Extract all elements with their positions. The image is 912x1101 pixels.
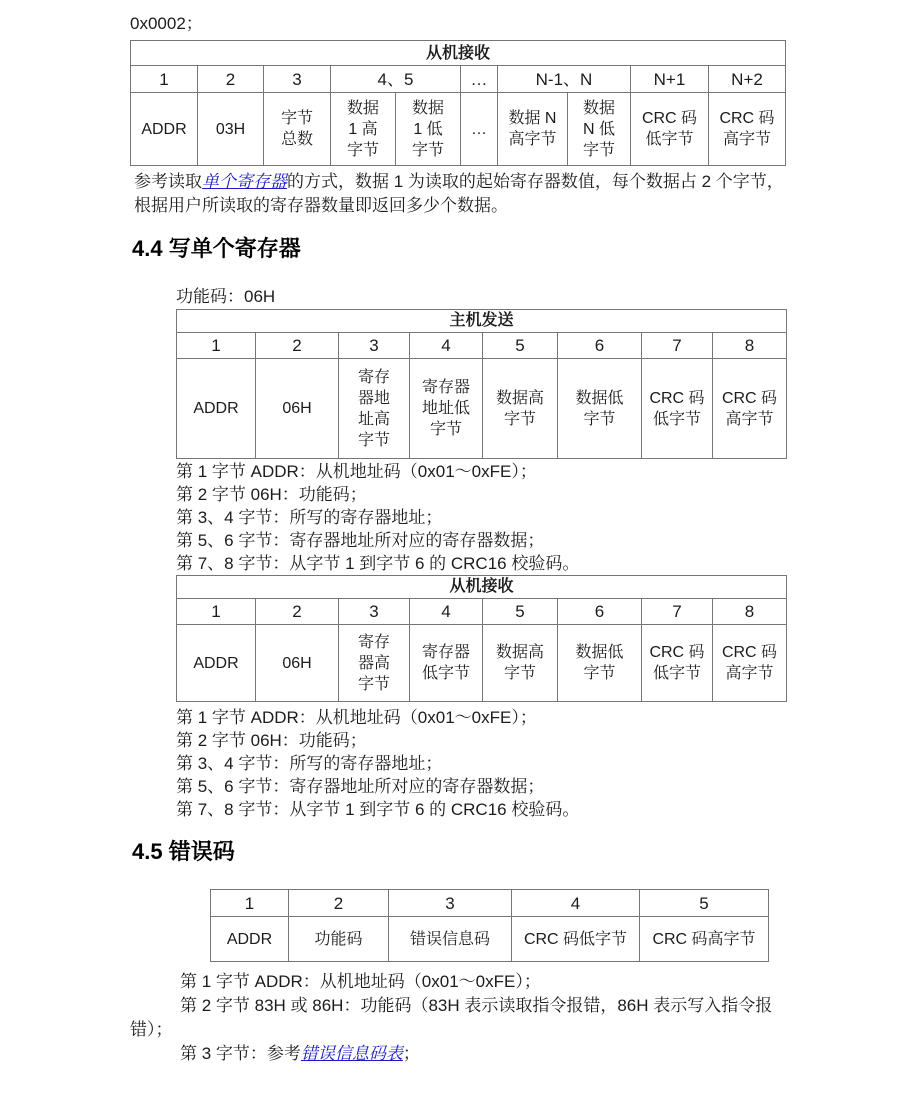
byte-note-line: 第 2 字节 06H：功能码；: [176, 731, 367, 750]
byte-note-line: 第 3、4 字节：所写的寄存器地址；: [176, 508, 443, 527]
slave-receive-write-table: [176, 575, 787, 702]
col-number: 4: [410, 599, 483, 625]
col-number: N+2: [709, 66, 786, 93]
table-cell: 数据高 字节: [483, 359, 558, 459]
col-number: 7: [642, 333, 713, 359]
col-number: …: [461, 66, 498, 93]
table-cell: …: [461, 93, 498, 166]
table-cell: 寄存器 低字节: [410, 625, 483, 702]
slave-receive-read-table: [130, 40, 786, 166]
col-number: 8: [713, 599, 787, 625]
table-title: 从机接收: [177, 576, 787, 599]
error-info-code-table-link[interactable]: 错误信息码表: [300, 1044, 403, 1063]
col-number: 3: [339, 599, 410, 625]
col-number: 5: [640, 890, 769, 917]
table-cell: CRC 码 高字节: [709, 93, 786, 166]
table-cell: 数据高 字节: [483, 625, 558, 702]
table-cell: 数据 1 低 字节: [396, 93, 461, 166]
table-cell: ADDR: [131, 93, 198, 166]
byte-note-line: 第 5、6 字节：寄存器地址所对应的寄存器数据；: [176, 531, 545, 550]
table-cell: CRC 码 低字节: [642, 625, 713, 702]
table-cell: CRC 码低字节: [512, 917, 640, 962]
byte-note-line: [130, 1042, 786, 1066]
table-cell: 功能码: [289, 917, 389, 962]
col-number: 5: [483, 599, 558, 625]
host-send-byte-notes: [176, 460, 786, 575]
table-cell: 数据 N 低 字节: [568, 93, 631, 166]
table-cell: CRC 码 低字节: [642, 359, 713, 459]
col-number: 8: [713, 333, 787, 359]
byte-note-text: ；: [402, 1044, 420, 1063]
table-title: 主机发送: [177, 310, 787, 333]
host-send-table: [176, 309, 787, 459]
table-cell: 寄存器 地址低 字节: [410, 359, 483, 459]
table-cell: ADDR: [211, 917, 289, 962]
table-cell: 字节 总数: [264, 93, 331, 166]
table-cell: 数据 1 高 字节: [331, 93, 396, 166]
col-number: 5: [483, 333, 558, 359]
col-number: 1: [177, 333, 256, 359]
table-cell: 错误信息码: [389, 917, 512, 962]
table-cell: ADDR: [177, 625, 256, 702]
byte-note-line: 第 1 字节 ADDR：从机地址码（0x01～0xFE）；: [176, 708, 537, 727]
table-cell: CRC 码 低字节: [631, 93, 709, 166]
byte-note-line: 第 7、8 字节：从字节 1 到字节 6 的 CRC16 校验码。: [176, 800, 580, 819]
col-number: 4、5: [331, 66, 461, 93]
read-reference-paragraph: [134, 170, 789, 218]
table-cell: 数据 N 高字节: [498, 93, 568, 166]
byte-note-line: 第 3、4 字节：所写的寄存器地址；: [176, 754, 443, 773]
col-number: 1: [131, 66, 198, 93]
col-number: N-1、N: [498, 66, 631, 93]
col-number: 7: [642, 599, 713, 625]
slave-receive-byte-notes: [176, 706, 786, 821]
col-number: 4: [410, 333, 483, 359]
table-cell: CRC 码 高字节: [713, 359, 787, 459]
byte-note-text: 第 3 字节：参考: [180, 1044, 301, 1063]
col-number: 1: [177, 599, 256, 625]
table-title: 从机接收: [131, 41, 786, 66]
col-number: 2: [256, 333, 339, 359]
table-cell: 03H: [198, 93, 264, 166]
byte-note-line: 第 1 字节 ADDR：从机地址码（0x01～0xFE）；: [180, 972, 541, 991]
col-number: 6: [558, 599, 642, 625]
single-register-link[interactable]: 单个寄存器: [202, 172, 287, 191]
error-code-table: [210, 889, 769, 962]
byte-note-line: 第 2 字节 06H：功能码；: [176, 485, 367, 504]
paragraph-text: 的方式，数据 1 为读取的起始寄存器数值，每个数据占 2 个字节，根据用户所读取的寄存器数量即返回多少个数据。: [134, 172, 784, 215]
byte-note-line: 第 2 字节 83H 或 86H：功能码（83H 表示读取指令报错，86H 表示写入指令报错）；: [130, 996, 773, 1039]
col-number: 2: [289, 890, 389, 917]
byte-note-line: 第 5、6 字节：寄存器地址所对应的寄存器数据；: [176, 777, 545, 796]
col-number: 4: [512, 890, 640, 917]
col-number: 3: [339, 333, 410, 359]
section-4-4-heading: 4.4 写单个寄存器: [132, 236, 301, 261]
table-cell: 06H: [256, 625, 339, 702]
byte-note-line: 第 7、8 字节：从字节 1 到字节 6 的 CRC16 校验码。: [176, 554, 580, 573]
col-number: 3: [264, 66, 331, 93]
col-number: N+1: [631, 66, 709, 93]
col-number: 3: [389, 890, 512, 917]
section-4-5-heading: 4.5 错误码: [132, 839, 235, 864]
col-number: 1: [211, 890, 289, 917]
table-cell: CRC 码高字节: [640, 917, 769, 962]
byte-note-line: 第 1 字节 ADDR：从机地址码（0x01～0xFE）；: [176, 462, 537, 481]
col-number: 2: [256, 599, 339, 625]
error-byte-notes: [130, 970, 786, 1066]
table-cell: 06H: [256, 359, 339, 459]
col-number: 6: [558, 333, 642, 359]
top-code-text: 0x0002；: [130, 14, 203, 33]
table-cell: 数据低 字节: [558, 359, 642, 459]
col-number: 2: [198, 66, 264, 93]
paragraph-text: 参考读取: [134, 172, 202, 191]
function-code-label: 功能码：06H: [176, 287, 276, 306]
table-cell: 寄存 器高 字节: [339, 625, 410, 702]
table-cell: 寄存 器地 址高 字节: [339, 359, 410, 459]
table-cell: CRC 码 高字节: [713, 625, 787, 702]
table-cell: 数据低 字节: [558, 625, 642, 702]
table-cell: ADDR: [177, 359, 256, 459]
